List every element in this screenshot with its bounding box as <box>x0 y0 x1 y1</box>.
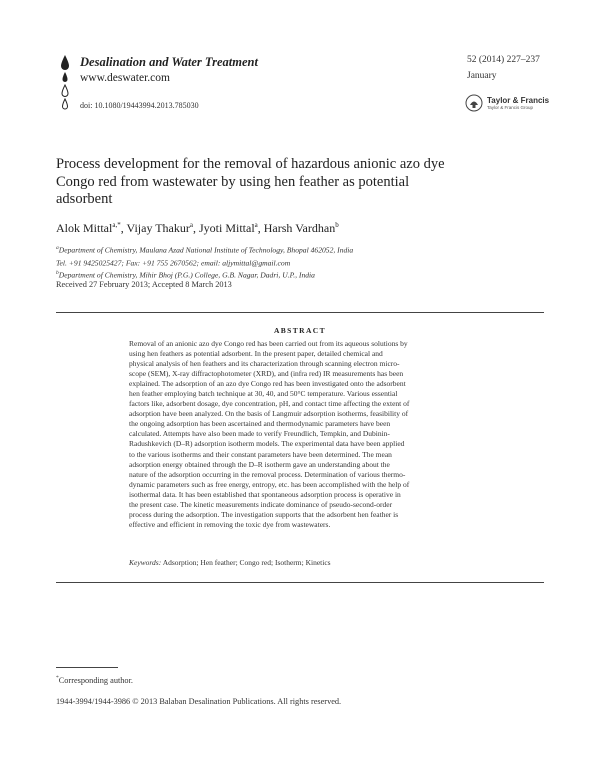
journal-name: Desalination and Water Treatment <box>80 55 258 69</box>
abstract-body <box>129 339 490 530</box>
author-name: Harsh Vardhan <box>263 221 336 235</box>
affiliation-line: $^b$Department of Chemistry, Mihir Bhoj (P.G.) College, G.B. Nagar, Dadri, U.P., India <box>56 270 315 280</box>
author-name: Alok Mittal <box>56 221 113 235</box>
abstract-heading: ABSTRACT <box>273 326 327 335</box>
abstract-line: hen feather employing batch technique at 30, 40, and 50°C temperature. Various essential <box>129 389 398 399</box>
author-name: Vijay Thakur <box>126 221 190 235</box>
keywords-list: Adsorption; Hen feather; Congo red; Isotherm; Kinetics <box>162 558 331 567</box>
title-line: Congo red from wastewater by using hen feather as potential <box>56 173 410 190</box>
affiliation-line: $^a$Department of Chemistry, Maulana Azad National Institute of Technology, Bhopal 462052, India <box>56 245 354 255</box>
abstract-line: calculated. Attempts have also been made to verify Freundlich, Tempkin, and Dubinin- <box>129 429 390 439</box>
abstract-line: nature of the adsorption occurring in the removal process. Determination of various thermo- <box>129 469 406 479</box>
doi[interactable]: doi: 10.1080/19443994.2013.785030 <box>80 101 199 110</box>
copyright: 1944-3994/1944-3986 © 2013 Balaban Desalination Publications. All rights reserved. <box>56 697 342 706</box>
received-dates: Received 27 February 2013; Accepted 8 March 2013 <box>56 280 232 289</box>
author-list: Alok Mittal$^{a,*}$, Vijay Thakur$^a$, Jyoti Mittal$^a$, Harsh Vardhan$^b$ <box>56 221 339 235</box>
abstract-line: using hen feathers as potential adsorbent. In the present paper, detailed chemical and <box>129 349 383 359</box>
keywords-label: Keywords: <box>129 558 162 567</box>
abstract-line: to the various isotherms and their constant parameters have been determined. The mean <box>129 449 392 459</box>
author-affil-sup: a <box>189 221 193 229</box>
author-affil-sup: a <box>254 221 258 229</box>
publisher-sub: Taylor & Francis Group <box>487 104 534 110</box>
abstract-line: isothermal data. It has been established that spontaneous adsorption process is operative in <box>129 489 401 499</box>
corresponding-note: *Corresponding author. <box>56 675 133 685</box>
abstract-line: adsorption have been analyzed. On the basis of Langmuir adsorption isotherms, feasibility of <box>129 409 409 419</box>
abstract-line: the present case. The kinetic measurements indicate dominance of pseudo-second-order <box>129 499 393 509</box>
abstract-line: effective and efficient in removing the toxic dye from wastewaters. <box>129 519 331 529</box>
title-line: Process development for the removal of hazardous anionic azo dye <box>56 156 445 172</box>
title-line: adsorbent <box>56 191 113 207</box>
abstract-line: the ongoing adsorption has been ascertained and thermodynamic parameters have been <box>129 419 391 429</box>
abstract-line: Radushkevich (D–R) adsorption isotherm models. The experimental data have been applied <box>129 439 405 449</box>
abstract-line: Removal of an anionic azo dye Congo red has been carried out from its aqueous solutions by <box>129 339 408 348</box>
keywords <box>129 558 490 567</box>
abstract-line: dynamic parameters such as free energy, entropy, etc. has been accomplished with the help of <box>129 479 410 489</box>
author-affil-sup: a,* <box>112 221 121 229</box>
publisher-lamp-icon <box>465 94 483 112</box>
footnote-rule <box>56 667 118 668</box>
abstract-line: process during the adsorption. The investigation supports that the adsorbent hen feather is <box>129 509 399 519</box>
publisher-logo <box>465 93 549 113</box>
volume-pages: 52 (2014) 227–237 <box>467 55 540 65</box>
publisher-name: Taylor & Francis <box>487 95 550 105</box>
article-title <box>56 156 516 209</box>
divider <box>56 312 544 313</box>
journal-url[interactable]: www.deswater.com <box>80 72 170 84</box>
affiliations <box>56 243 536 281</box>
issue-month: January <box>467 71 497 81</box>
author-name: Jyoti Mittal <box>198 221 255 235</box>
journal-logo-icon <box>58 55 72 113</box>
divider <box>56 582 544 583</box>
abstract-line: factors like, adsorbent dosage, dye concentration, pH, and contact time affecting the extent of <box>129 399 410 409</box>
abstract-line: physical analysis of hen feathers and its characterization through scanning electron micro- <box>129 359 400 369</box>
abstract-line: adsorption energy obtained through the D–R isotherm gave an understanding about the <box>129 459 390 469</box>
abstract-line: explained. The adsorption of an azo dye Congo red has been investigated onto the adsorbent <box>129 379 406 389</box>
abstract-line: scope (SEM), X-ray diffractophotometer (XRD), and (infra red) IR measurements has been <box>129 369 404 379</box>
author-affil-sup: b <box>335 221 339 229</box>
contact-line: Tel. +91 9425025427; Fax: +91 755 2670562; email: aljymittal@gmail.com <box>56 258 291 268</box>
